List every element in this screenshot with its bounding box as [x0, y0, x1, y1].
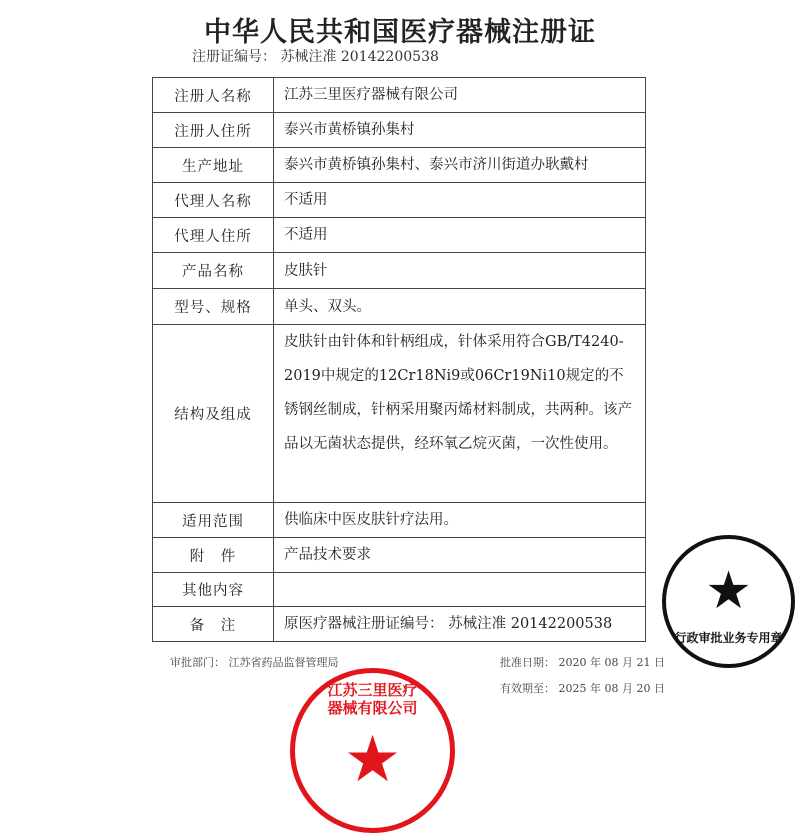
- field-value: 不适用: [274, 218, 646, 253]
- approval-department: 审批部门： 江苏省药品监督管理局: [170, 656, 339, 669]
- official-seal: [662, 535, 795, 668]
- document-title: 中华人民共和国医疗器械注册证: [204, 17, 596, 48]
- table-row: [153, 148, 646, 183]
- star-icon: ★: [343, 723, 402, 797]
- table-row: [153, 503, 646, 538]
- field-value: 单头、双头。: [274, 289, 646, 325]
- field-value: 不适用: [274, 183, 646, 218]
- table-row: [153, 538, 646, 573]
- field-value: 皮肤针由针体和针柄组成，针体采用符合GB/T4240-2019中规定的12Cr18Ni9或06Cr19Ni10规定的不锈钢丝制成，针柄采用聚丙烯材料制成，共两种。该产品以无菌状态提供，经环氧乙烷灭菌，一次性使用。: [274, 325, 646, 503]
- table-row: [153, 325, 646, 503]
- field-label: 生产地址: [153, 148, 274, 183]
- certificate-body: [152, 77, 665, 714]
- field-label: 注册人住所: [153, 113, 274, 148]
- table-row: [153, 253, 646, 289]
- field-value: 原医疗器械注册证编号： 苏械注准 20142200538: [274, 607, 646, 642]
- official-seal-text: 行政审批业务专用章: [674, 631, 783, 645]
- registration-number: 注册证编号： 苏械注准 20142200538: [192, 49, 439, 65]
- field-label: 代理人名称: [153, 183, 274, 218]
- field-label: 备 注: [153, 607, 274, 642]
- field-label: 型号、规格: [153, 289, 274, 325]
- table-row: [153, 218, 646, 253]
- company-seal-text: 江苏三里医疗 器械有限公司: [327, 681, 418, 717]
- table-row: [153, 607, 646, 642]
- star-icon: ★: [705, 561, 752, 621]
- approval-date: 批准日期： 2020 年 08 月 21 日: [500, 656, 665, 669]
- field-value: 泰兴市黄桥镇孙集村、泰兴市济川街道办耿戴村: [274, 148, 646, 183]
- field-label: 其他内容: [153, 573, 274, 607]
- table-row: [153, 183, 646, 218]
- table-row: [153, 78, 646, 113]
- field-label: 附 件: [153, 538, 274, 573]
- field-label: 产品名称: [153, 253, 274, 289]
- field-value: 江苏三里医疗器械有限公司: [274, 78, 646, 113]
- table-row: [153, 573, 646, 607]
- field-value: 产品技术要求: [274, 538, 646, 573]
- field-value: 皮肤针: [274, 253, 646, 289]
- field-value: 泰兴市黄桥镇孙集村: [274, 113, 646, 148]
- field-value: 供临床中医皮肤针疗法用。: [274, 503, 646, 538]
- company-seal: [290, 668, 455, 833]
- table-row: [153, 289, 646, 325]
- registration-table: [152, 77, 646, 642]
- field-label: 代理人住所: [153, 218, 274, 253]
- field-label: 结构及组成: [153, 325, 274, 503]
- valid-until: 有效期至： 2025 年 08 月 20 日: [500, 682, 665, 695]
- field-value: [274, 573, 646, 607]
- table-row: [153, 113, 646, 148]
- field-label: 注册人名称: [153, 78, 274, 113]
- field-label: 适用范围: [153, 503, 274, 538]
